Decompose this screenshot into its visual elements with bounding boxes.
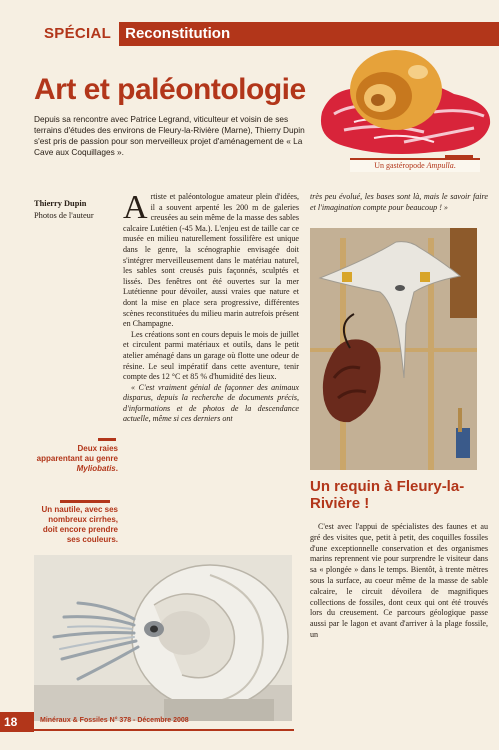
caption-shell: Un gastéropode Ampulla. [350, 158, 480, 172]
paragraph-1: rtiste et paléontologue amateur plein d'idées, il a souvent arpenté les 200 m de galeries creusées au sein même de la masse des sables calcaire Lutétien (-45 Ma.). L'enjeu est de taille car ce musée en milieu naturellement fossilifère est unique dans le genre, la scénographie envisagée doit s'intégrer merveilleusement dans le matériau naturel, les sables sont creusés puis façonnés, sculptés et lissés. Des fenêtres ont été ouvertes sur la mer Lutétienne pour dévoiler, aussi vraies que nature et dont la mise en place sera progressive, différentes scènes reconstituées du milieu marin autrefois présent en Champagne. [123, 192, 299, 329]
author-name: Thierry Dupin [34, 199, 87, 208]
drop-cap: A [123, 189, 148, 226]
caption-bar [98, 438, 116, 441]
footer-rule [34, 729, 294, 731]
banner-special: SPÉCIAL [0, 22, 119, 46]
article-title: Art et paléontologie [34, 73, 306, 106]
author-block [34, 198, 119, 222]
quote-part-1: « C'est vraiment génial de façonner des animaux disparus, depuis la recherche de documents précis, d'informations et de photos de la descendance actuelle, même si ces derniers ont [123, 382, 299, 424]
magazine-issue: Minéraux & Fossiles N° 378 - Décembre 2008 [40, 717, 189, 724]
article-intro: Depuis sa rencontre avec Patrice Legrand, viticulteur et voisin de ses terrains d'études des environs de Fleury-la-Rivière (Marne), Thierry Dupin s'est pris de passion pour son merveilleux projet d'aménagement de « La Cave aux Coquillages ». [34, 114, 305, 157]
nautilus-sculpture-photo [34, 555, 292, 721]
author-role: Photos de l'auteur [34, 211, 94, 220]
article-column-3 [310, 522, 488, 641]
paragraph-2: Les créations sont en cours depuis le mois de juillet et circulent parmi matériaux et outils, dans le petit atelier aménagé dans un garage où flotte une odeur de résine. Le seul impératif dans cette aventure, tenir compte des 12 °C et 85 % d'humidité des lieux. [123, 329, 299, 382]
page-footer [0, 712, 499, 732]
quote-part-2: très peu évolué, les bases sont là, mais le savoir faire et l'imagination compte pour beaucoup ! » [310, 192, 488, 212]
caption-bar [60, 500, 110, 503]
paragraph-3: C'est avec l'appui de spécialistes des faunes et au gré des visites que, petit à petit, des coquilles fossiles d'une exceptionnelle conservation et des organismes marins reprennent vie pour surprendre le visiteur dans sa « plongée » dans le temps. Bientôt, à trente mètres sous la surface, au coeur même de la masse de sable calcaire, le circuit dévoilera de magnifiques collections de fossiles, dont ceux qui ont été trouvés lors du creusement. Ce parcours géologique passe aussi par le lagon et avant d'arriver à la plage fossile, un [310, 522, 488, 639]
caption-ray: Deux raies apparentant au genre Myliobatis. [36, 444, 118, 473]
ampulla-shell-photo [314, 42, 496, 160]
subsection-title: Un requin à Fleury-la-Rivière ! [310, 478, 465, 512]
caption-nautilus: Un nautile, avec ses nombreux cirrhes, doit encore prendre ses couleurs. [41, 505, 118, 544]
ray-sculpture-photo [310, 228, 477, 470]
banner-section: Reconstitution [119, 22, 499, 46]
page-number: 18 [0, 712, 34, 732]
article-column-1 [123, 189, 299, 425]
